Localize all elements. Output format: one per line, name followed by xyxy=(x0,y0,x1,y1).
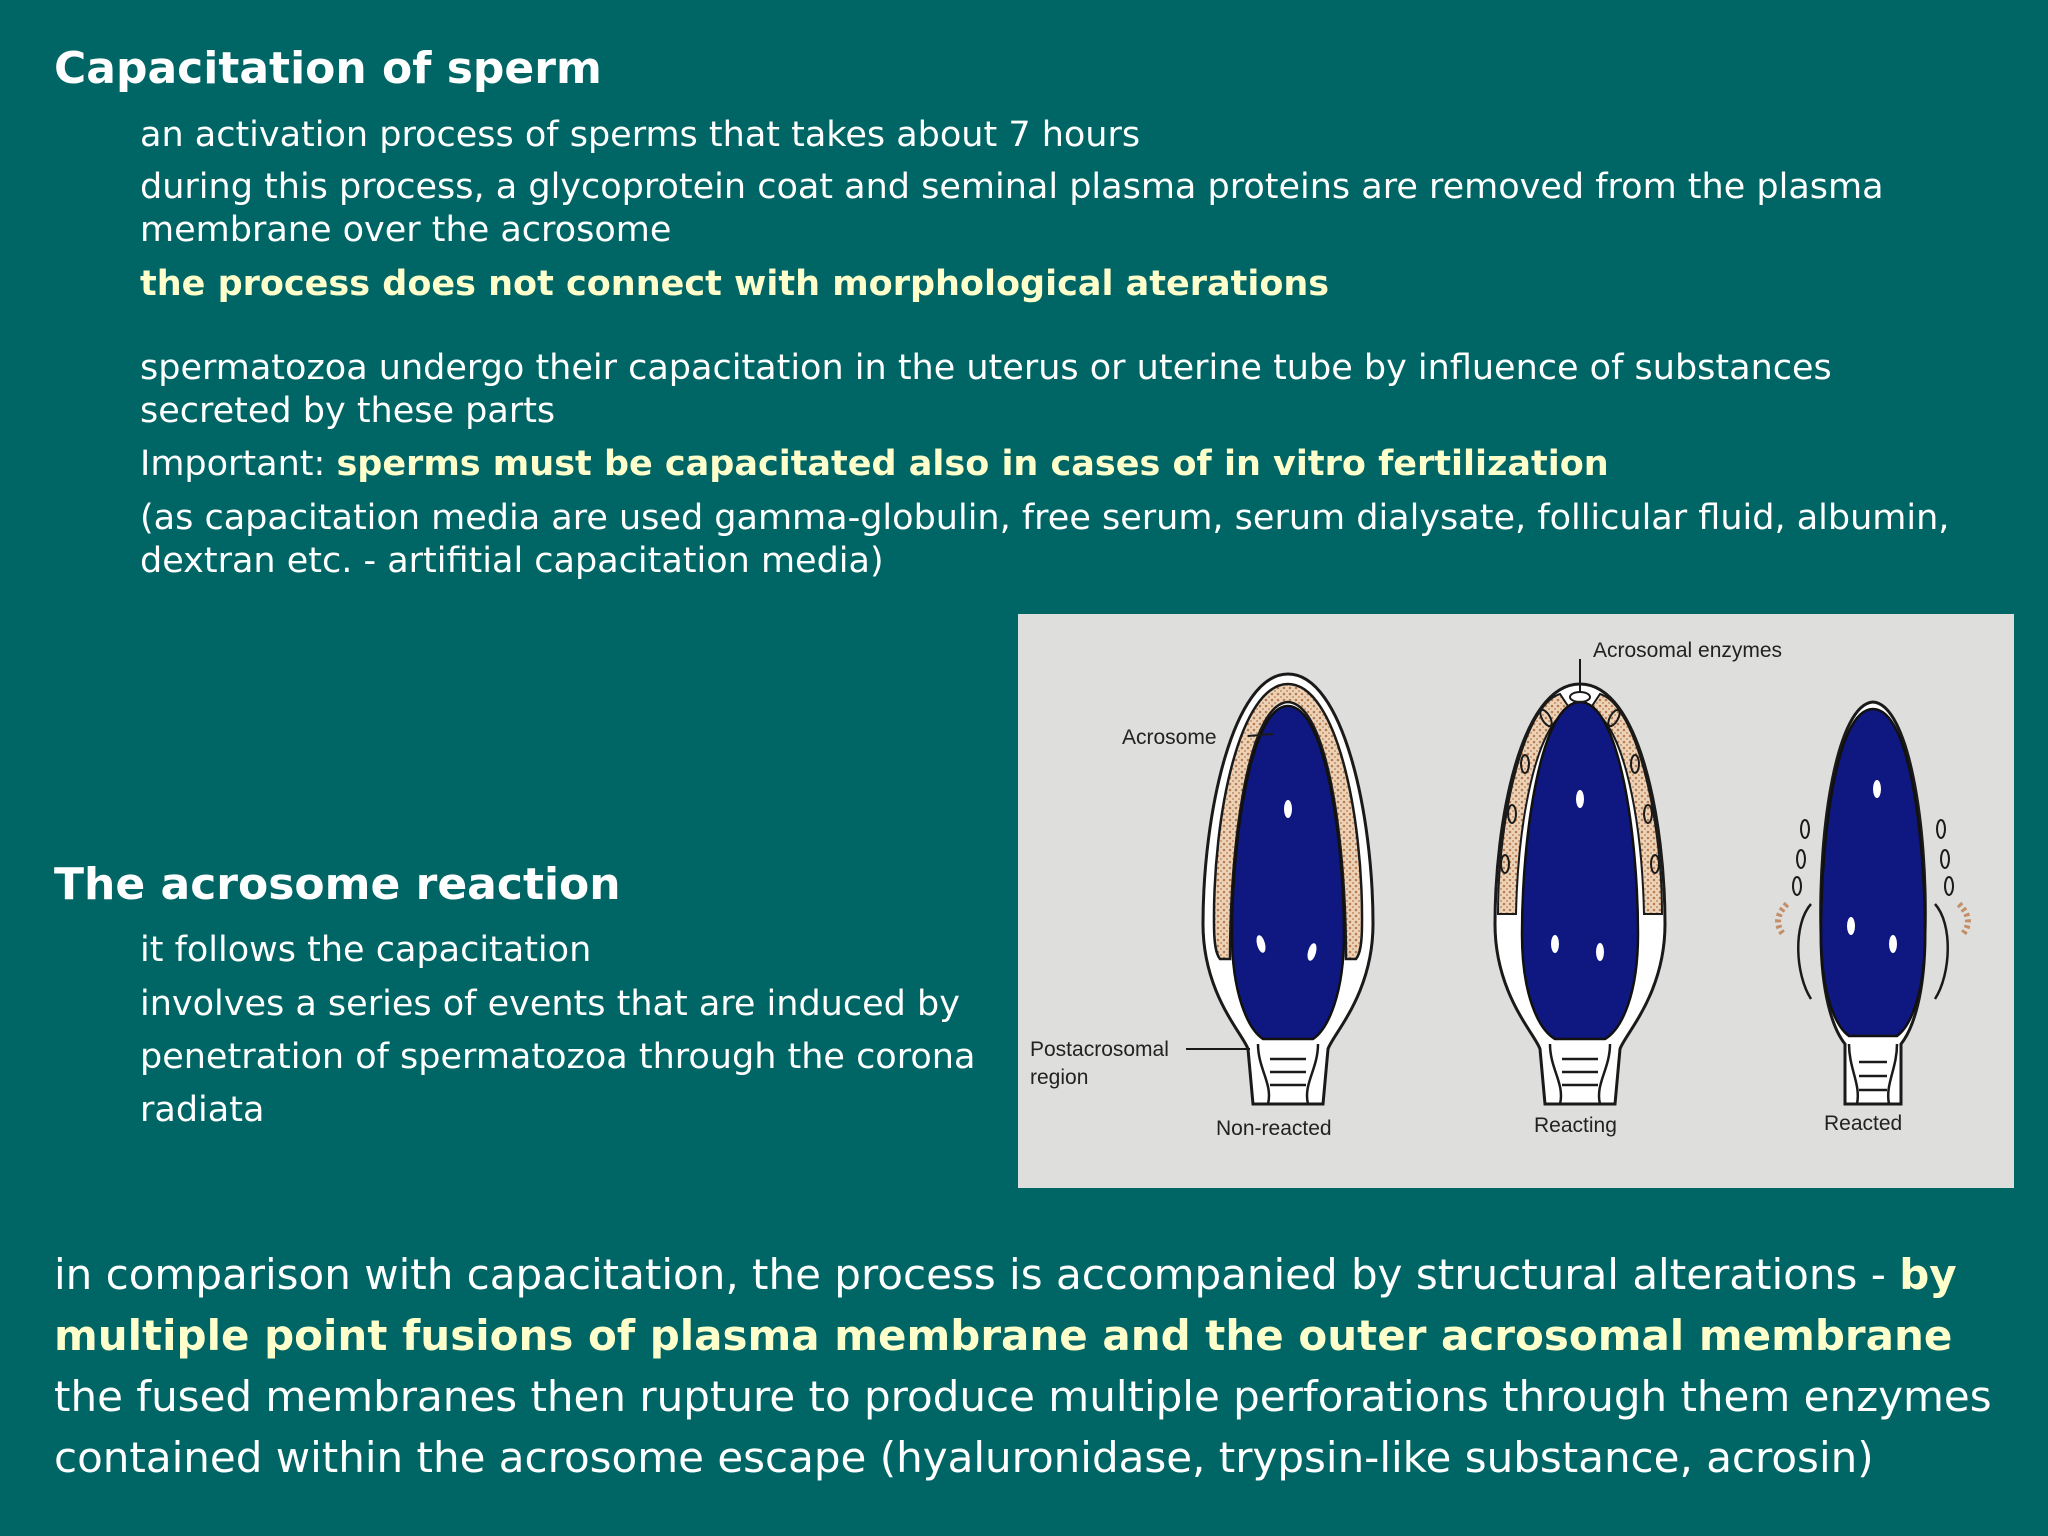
capacitation-line-6b: dextran etc. - artifitial capacitation media) xyxy=(140,541,884,581)
label-postacrosomal-1: Postacrosomal xyxy=(1030,1038,1169,1061)
capacitation-line-1: an activation process of sperms that takes about 7 hours xyxy=(140,115,1141,155)
label-postacrosomal-2: region xyxy=(1030,1066,1089,1089)
acrosome-line-1: it follows the capacitation xyxy=(140,930,592,970)
sperm-head-non-reacted xyxy=(1203,674,1373,1104)
label-non-reacted: Non-reacted xyxy=(1216,1117,1332,1140)
sperm-head-reacting xyxy=(1495,659,1665,1104)
important-prefix: Important: xyxy=(140,444,337,484)
capacitation-line-5 xyxy=(140,443,1609,486)
bottom-line-1 xyxy=(54,1244,1957,1305)
acrosome-line-2c: radiata xyxy=(140,1090,265,1130)
label-acrosomal-enzymes: Acrosomal enzymes xyxy=(1593,639,1783,662)
sperm-head-reacted xyxy=(1778,702,1968,1104)
capacitation-line-6a: (as capacitation media are used gamma-globulin, free serum, serum dialysate, follicular fluid, albumin, xyxy=(140,498,1950,538)
capacitation-line-2b: membrane over the acrosome xyxy=(140,210,672,250)
capacitation-line-2a: during this process, a glycoprotein coat and seminal plasma proteins are removed from the plasma xyxy=(140,167,1884,207)
capacitation-line-3-highlight: the process does not connect with morphological aterations xyxy=(140,264,1330,304)
label-reacted: Reacted xyxy=(1824,1112,1903,1135)
capacitation-line-4a: spermatozoa undergo their capacitation in the uterus or uterine tube by influence of substances xyxy=(140,348,1832,388)
bottom-line-1-bold: by xyxy=(1899,1250,1957,1299)
acrosome-reaction-figure xyxy=(1018,614,2014,1188)
important-emphasis: sperms must be capacitated also in cases of in vitro fertilization xyxy=(336,444,1609,484)
label-reacting: Reacting xyxy=(1534,1114,1617,1137)
capacitation-title: Capacitation of sperm xyxy=(54,43,602,94)
acrosome-line-2a: involves a series of events that are induced by xyxy=(140,984,960,1024)
acrosome-reaction-title: The acrosome reaction xyxy=(54,859,621,910)
capacitation-line-4b: secreted by these parts xyxy=(140,391,556,431)
acrosome-diagram-svg xyxy=(1018,614,2014,1188)
bottom-line-2-highlight: multiple point fusions of plasma membrane and the outer acrosomal membrane xyxy=(54,1311,1953,1360)
bottom-line-3: the fused membranes then rupture to produce multiple perforations through them enzymes xyxy=(54,1372,1992,1421)
acrosome-line-2b: penetration of spermatozoa through the corona xyxy=(140,1037,976,1077)
label-acrosome: Acrosome xyxy=(1122,726,1217,749)
bottom-line-1-normal: in comparison with capacitation, the process is accompanied by structural alterations - xyxy=(54,1250,1900,1299)
bottom-line-4: contained within the acrosome escape (hyaluronidase, trypsin-like substance, acrosin) xyxy=(54,1433,1874,1482)
